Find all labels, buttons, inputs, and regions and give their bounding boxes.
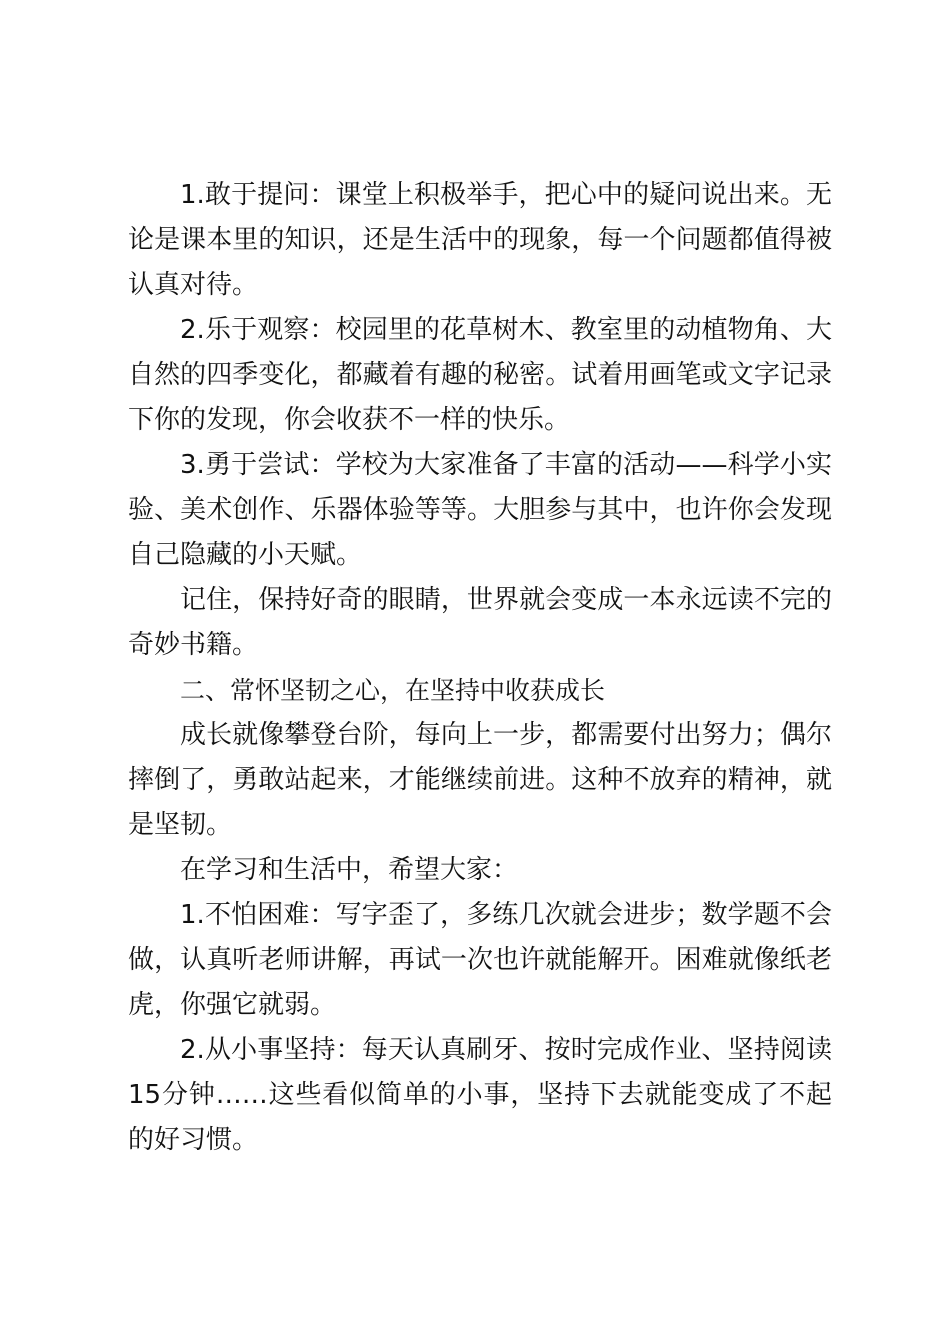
paragraph-not-afraid: 1.不怕困难：写字歪了，多练几次就会进步；数学题不会做，认真听老师讲解，再试一次也许就能解开。困难就像纸老虎，你强它就弱。 [128, 900, 832, 1020]
paragraph-small-things: 2.从小事坚持：每天认真刷牙、按时完成作业、坚持阅读15分钟……这些看似简单的小事，坚持下去就能变成了不起的好习惯。 [128, 1035, 832, 1155]
paragraph-ask-questions: 1.敢于提问：课堂上积极举手，把心中的疑问说出来。无论是课本里的知识，还是生活中的现象，每一个问题都值得被认真对待。 [128, 180, 832, 300]
paragraph-remember: 记住，保持好奇的眼睛，世界就会变成一本永远读不完的奇妙书籍。 [128, 585, 832, 660]
section-heading-perseverance: 二、常怀坚韧之心，在坚持中收获成长 [180, 676, 606, 705]
paragraph-try: 3.勇于尝试：学校为大家准备了丰富的活动——科学小实验、美术创作、乐器体验等等。大胆参与其中，也许你会发现自己隐藏的小天赋。 [128, 450, 832, 570]
paragraph-hope: 在学习和生活中，希望大家： [180, 855, 519, 885]
paragraph-observe: 2.乐于观察：校园里的花草树木、教室里的动植物角、大自然的四季变化，都藏着有趣的秘密。试着用画笔或文字记录下你的发现，你会收获不一样的快乐。 [128, 315, 832, 435]
document-body [128, 173, 832, 1163]
paragraph-growth: 成长就像攀登台阶，每向上一步，都需要付出努力；偶尔摔倒了，勇敢站起来，才能继续前进。这种不放弃的精神，就是坚韧。 [128, 720, 832, 840]
